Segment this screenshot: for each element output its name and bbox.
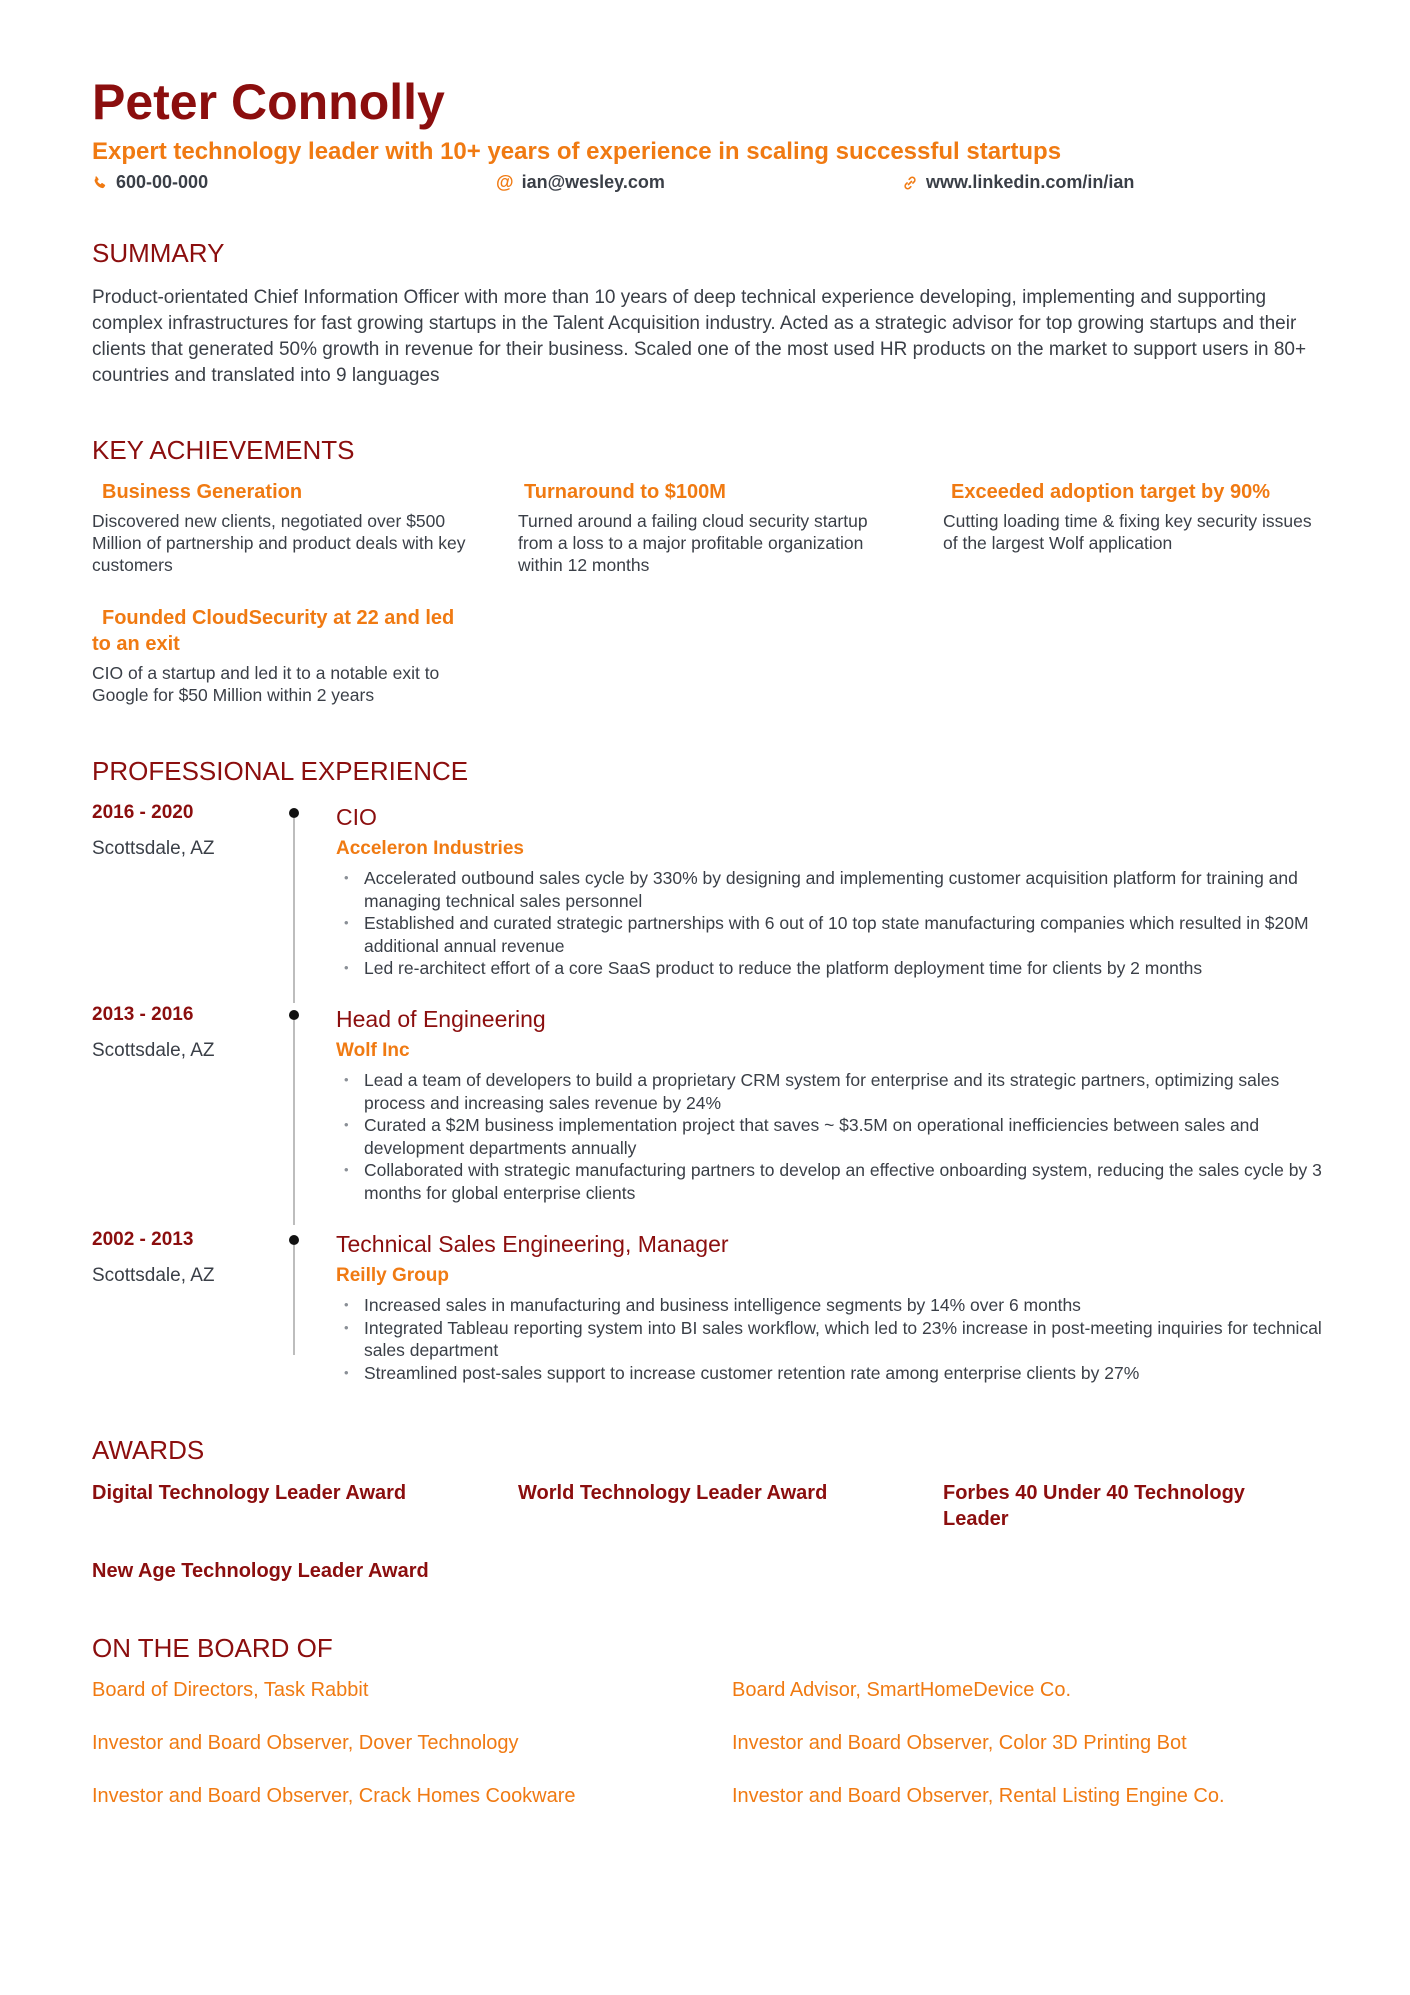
contact-phone[interactable] bbox=[92, 172, 208, 193]
job-dates: 2013 - 2016 bbox=[92, 1004, 194, 1025]
tagline: Expert technology leader with 10+ years of experience in scaling successful startups bbox=[92, 138, 1062, 165]
job-bullet: • Curated a $2M business implementation project that saves ~ $3.5M on operational inefficiencies between sales and development departments annually bbox=[336, 1114, 1326, 1159]
summary-heading: SUMMARY bbox=[92, 238, 225, 268]
board-item: Investor and Board Observer, Rental Listing Engine Co. bbox=[732, 1785, 1225, 1807]
job-bullets bbox=[336, 1069, 1326, 1204]
job-company: Acceleron Industries bbox=[336, 838, 524, 859]
board-item: Board Advisor, SmartHomeDevice Co. bbox=[732, 1679, 1072, 1701]
at-icon: @ bbox=[496, 172, 514, 192]
timeline-dot bbox=[289, 1010, 299, 1020]
award-item: World Technology Leader Award bbox=[518, 1482, 828, 1504]
summary-text: Product-orientated Chief Information Officer with more than 10 years of deep technical experience developing, implementing and supporting complex infrastructures for fast growing startups in the Talent Acquisition industry. Acted as a strategic advisor for top growing startups and their clients that generated 50% growth in revenue for their business. Scaled one of the most used HR products on the market to support users in 80+ countries and translated into 9 languages bbox=[92, 287, 1307, 386]
job-location: Scottsdale, AZ bbox=[92, 1265, 215, 1286]
job-bullet: • Lead a team of developers to build a proprietary CRM system for enterprise and its strategic partners, optimizing sales process and increasing sales revenue by 24% bbox=[336, 1069, 1326, 1114]
experience-heading: PROFESSIONAL EXPERIENCE bbox=[92, 756, 469, 786]
awards-heading: AWARDS bbox=[92, 1435, 205, 1465]
job-dates: 2002 - 2013 bbox=[92, 1229, 194, 1250]
job-bullet: • Increased sales in manufacturing and business intelligence segments by 14% over 6 months bbox=[336, 1294, 1326, 1317]
award-item: Digital Technology Leader Award bbox=[92, 1482, 407, 1504]
achievement-desc: Discovered new clients, negotiated over $500 Million of partnership and product deals with key customers bbox=[92, 511, 466, 575]
job-location: Scottsdale, AZ bbox=[92, 838, 215, 859]
job-bullet: • Led re-architect effort of a core SaaS product to reduce the platform deployment time for clients by 2 months bbox=[336, 957, 1326, 980]
board-item: Board of Directors, Task Rabbit bbox=[92, 1679, 369, 1701]
phone-icon bbox=[92, 175, 108, 191]
job-bullet: • Established and curated strategic partnerships with 6 out of 10 top state manufacturing companies which resulted in $20M additional annual revenue bbox=[336, 912, 1326, 957]
achievement-desc: Turned around a failing cloud security startup from a loss to a major profitable organization within 12 months bbox=[518, 511, 868, 575]
job-bullet: • Accelerated outbound sales cycle by 330% by designing and implementing customer acquisition platform for training and managing technical sales personnel bbox=[336, 867, 1326, 912]
board-heading: ON THE BOARD OF bbox=[92, 1633, 333, 1663]
achievement-title: Turnaround to $100M bbox=[524, 481, 726, 503]
job-title: CIO bbox=[336, 804, 377, 830]
achievement-desc: CIO of a startup and led it to a notable exit to Google for $50 Million within 2 years bbox=[92, 663, 440, 705]
job-bullet: • Collaborated with strategic manufacturing partners to develop an effective onboarding system, reducing the sales cycle by 3 months for global enterprise clients bbox=[336, 1159, 1326, 1204]
email-text: ian@wesley.com bbox=[521, 172, 665, 192]
award-item: New Age Technology Leader Award bbox=[92, 1560, 429, 1582]
timeline-dot bbox=[289, 1235, 299, 1245]
award-item: Forbes 40 Under 40 Technology Leader bbox=[943, 1482, 1245, 1530]
job-company: Wolf Inc bbox=[336, 1040, 410, 1061]
job-dates: 2016 - 2020 bbox=[92, 802, 194, 823]
link-icon bbox=[902, 175, 918, 191]
job-bullets bbox=[336, 1294, 1326, 1384]
job-bullet: • Integrated Tableau reporting system into BI sales workflow, which led to 23% increase in post-meeting inquiries for technical sales department bbox=[336, 1317, 1326, 1362]
achievement-title: Founded CloudSecurity at 22 and led to an exit bbox=[92, 607, 455, 655]
achievement-title: Business Generation bbox=[102, 481, 303, 503]
phone-text: 600-00-000 bbox=[116, 172, 209, 192]
contact-linkedin[interactable] bbox=[902, 172, 1134, 193]
job-bullets bbox=[336, 867, 1326, 980]
job-title: Head of Engineering bbox=[336, 1006, 546, 1032]
achievement-title: Exceeded adoption target by 90% bbox=[951, 481, 1270, 503]
timeline-dot bbox=[289, 808, 299, 818]
achievements-heading: KEY ACHIEVEMENTS bbox=[92, 435, 355, 465]
board-item: Investor and Board Observer, Dover Technology bbox=[92, 1732, 519, 1754]
achievement-item bbox=[92, 605, 472, 706]
job-title: Technical Sales Engineering, Manager bbox=[336, 1231, 729, 1257]
achievement-desc: Cutting loading time & fixing key security issues of the largest Wolf application bbox=[943, 511, 1312, 553]
job-bullet: • Streamlined post-sales support to increase customer retention rate among enterprise clients by 27% bbox=[336, 1362, 1326, 1385]
achievement-item bbox=[943, 479, 1323, 554]
timeline-line bbox=[293, 1020, 295, 1225]
job-location: Scottsdale, AZ bbox=[92, 1040, 215, 1061]
achievement-item bbox=[92, 479, 472, 576]
contact-email[interactable] bbox=[496, 172, 665, 193]
timeline-line bbox=[293, 1245, 295, 1355]
achievement-item bbox=[518, 479, 898, 576]
job-company: Reilly Group bbox=[336, 1265, 449, 1286]
board-item: Investor and Board Observer, Crack Homes Cookware bbox=[92, 1785, 576, 1807]
board-item: Investor and Board Observer, Color 3D Printing Bot bbox=[732, 1732, 1187, 1754]
linkedin-text: www.linkedin.com/in/ian bbox=[926, 172, 1135, 192]
timeline-line bbox=[293, 818, 295, 1003]
candidate-name: Peter Connolly bbox=[92, 74, 445, 130]
